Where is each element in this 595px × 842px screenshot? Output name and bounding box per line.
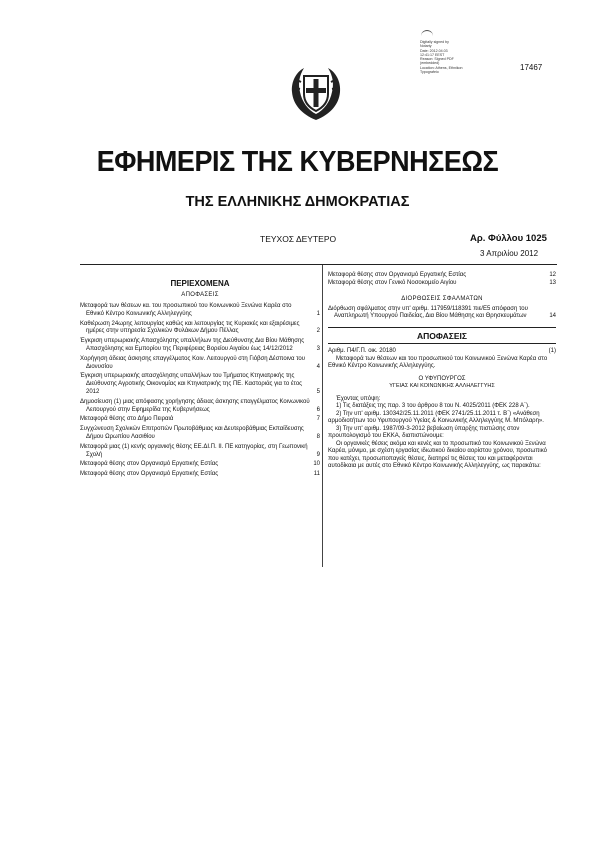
stamp-line: Notarty [420,44,432,49]
corrections-heading: ΔΙΟΡΘΩΣΕΙΣ ΣΦΑΛΜΑΤΩΝ [401,295,483,302]
toc-item[interactable]: Έγκριση υπερωριακής απασχόλησης υπαλλήλων του Τμήματος Κτηνιατρικής της Διεύθυνσης Αγροτικής Οικονομίας και Κτηνιατρικής της ΠΕ. Καστοριάς για το έτος 2012 5 [80,373,320,395]
having-regard: Έχοντας υπόψη: [336,395,381,402]
issue-sheet-number: Αρ. Φύλλου 1025 [470,233,547,244]
toc-item[interactable]: Συγχώνευση Σχολικών Επιτροπών Πρωτοβάθμιας και Δευτεροβάθμιας Εκπαίδευσης Δήμου Ωρωπίου Λασιθίου 8 [80,426,320,440]
toc-item[interactable]: Διόρθωση σφάλματος στην υπ' αριθμ. 117959/118391 πιε/Ε5 απόφαση του Αναπληρωτή Υπουργού Παιδείας, Δια Βίου Μάθησης και Θρησκευμάτων 14 [328,305,556,320]
toc-item[interactable]: Μεταφορά θέσης στον Γενικό Νοσοκομείο Αιγίου 13 [328,279,556,286]
issue-date: 3 Απριλίου 2012 [480,249,539,258]
authority-ministry: ΥΓΕΙΑΣ ΚΑΙ ΚΟΙΝΩΝΙΚΗΣ ΑΛΛΗΛΕΓΓΥΗΣ [389,383,495,390]
decisions-heading: ΑΠΟΦΑΣΕΙΣ [416,331,467,342]
gazette-title: ΕΦΗΜΕΡΙΣ ΤΗΣ ΚΥΒΕΡΝΗΣΕΩΣ [96,146,499,178]
toc-item[interactable]: Μεταφορά μιας (1) κενής οργανικής θέσης ΕΕ.ΔΙ.Π. ΙΙ. ΠΕ κατηγορίας, στη Γεωπονική Σχολή 9 [80,443,320,458]
section-divider [328,327,556,328]
decision-paragraph: 3) Την υπ' αριθμ. 1987/09-3-2012 βεβαίωση ύπαρξης πιστώσης στον προυπολογισμό του ΕΚΚΑ, διαπιστώνουμε: [328,425,520,440]
stamp-line: Typografeio [420,70,439,75]
decision-paragraph: 1) Τις διατάξεις της παρ. 3 του άρθρου 8 του Ν. 4025/2011 (ΦΕΚ 228 Α΄). [336,403,530,410]
page-number: 17467 [520,63,543,72]
toc-item[interactable]: Μεταφορά θέσης στο Δήμο Πειραιά 7 [80,416,320,423]
decision-reference [328,348,556,356]
gazette-subtitle: ΤΗΣ ΕΛΛΗΝΙΚΗΣ ΔΗΜΟΚΡΑΤΙΑΣ [185,194,410,210]
contents-subheading: ΑΠΟΦΑΣΕΙΣ [181,292,219,298]
stamp-line: 12:41:17 EEST [420,52,445,57]
authority-title: Ο ΥΦΥΠΟΥΡΓΟΣ [418,375,466,382]
toc-item[interactable]: Δημοσίευση (1) μιας απόφασης χορήγησης άδειας άσκησης επαγγέλματος Κοινωνικού Λειτουργού στην Εφημερίδα της Κυβερνήσεως 6 [80,398,320,413]
toc-item[interactable]: Μεταφορά θέσης στον Οργανισμό Εργατικής Εστίας 10 [80,461,320,468]
stamp-line: Reason: Signed PDF [420,57,454,62]
contents-heading: ΠΕΡΙΕΧΟΜΕΝΑ [170,279,230,288]
toc-item[interactable]: Μεταφορά θέσης στον Οργανισμό Εργατικής Εστίας 11 [80,471,320,478]
decision-paragraph: 2) Την υπ' αριθμ. 130342/25.11.2011 (ΦΕΚ 2741/25.11.2011 τ. Β΄) «Ανάθεση αρμοδιοτήτων του Υφυπουργού Υγείας & Κοινωνικής Αλληλεγγύης Μ. Μπόλαρη». [328,410,544,425]
decision-paragraph: Οι οργανικές θέσεις ακόμα και κενές και το προσωπικό του Κοινωνικού Ξενώνα Καρέα, μόνιμο, με σχέση εργασίας ιδιωτικού δικαίου αορίστου χρόνου, προσωπικό που κατέχει, προσωποπαγείς θέσεις, διατηρεί τις θέσεις του και μεταφέρονται αυτοδίκαια με αυτές στο Εθνικό Κέντρο Κοινωνικής Αλληλεγγύης, ως παρακάτω: [328,440,548,470]
toc-item[interactable]: Χορήγηση άδειας άσκησης επαγγέλματος Κοιν. Λειτουργού στη Γιόβση Δέσποινα του Διονυσίου 4 [80,355,320,370]
stamp-line: Date: 2012.04.03 [420,48,448,53]
header-divider [80,264,557,265]
toc-item[interactable]: Έγκριση υπερωριακής Απασχόλησης υπαλλήλων της Διεύθυνσης Δια Βίου Μάθησης Απασχόλησης και Εμπορίου της Περιφέρειας Βορείου Αιγαίου έως 14/12/2012 3 [80,338,320,352]
digital-signature-stamp [420,30,478,74]
stamp-line: Location: Athens, Ethnikon [420,65,463,70]
column-divider [322,265,323,567]
greek-emblem-icon [287,62,345,126]
toc-item[interactable]: Μεταφορά των θέσεων κα. του προσωπικού του Κοινωνικού Ξενώνα Καρέα στο Εθνικό Κέντρο Κοινωνικής Αλληλεγγύης 1 [80,303,320,317]
contents-column [80,272,320,479]
section-divider [328,343,556,344]
decision-ref-number: Αριθμ. Π4/Γ.Π. οικ. 20180 [328,348,396,355]
issue-series: ΤΕΥΧΟΣ ΔΕΥΤΕΡΟ [260,234,337,244]
toc-item[interactable]: Καθιέρωση 24ωρης λειτουργίας καθώς και λειτουργίας τις Κυριακές και εξαιρέσιμες ημέρες στην υπηρεσία Σχολικών Φυλάκων Δήμου Πέλλας 2 [80,320,320,335]
decision-index: (1) [548,348,556,355]
decision-body [328,348,556,471]
signature-seal-icon [421,30,433,39]
stamp-line: (embedded) [420,61,440,66]
decision-column [328,272,556,471]
stamp-line: Digitally signed by [420,40,449,44]
decision-subject: Μεταφορά των θέσεων και του προσωπικού του Κοινωνικού Ξενώνα Καρέα στο Εθνικό Κέντρο Κοινωνικής Αλληλεγγύης. [328,355,548,370]
toc-item[interactable]: Μεταφορά θέσης στον Οργανισμό Εργατικής Εστίας 12 [328,272,556,278]
